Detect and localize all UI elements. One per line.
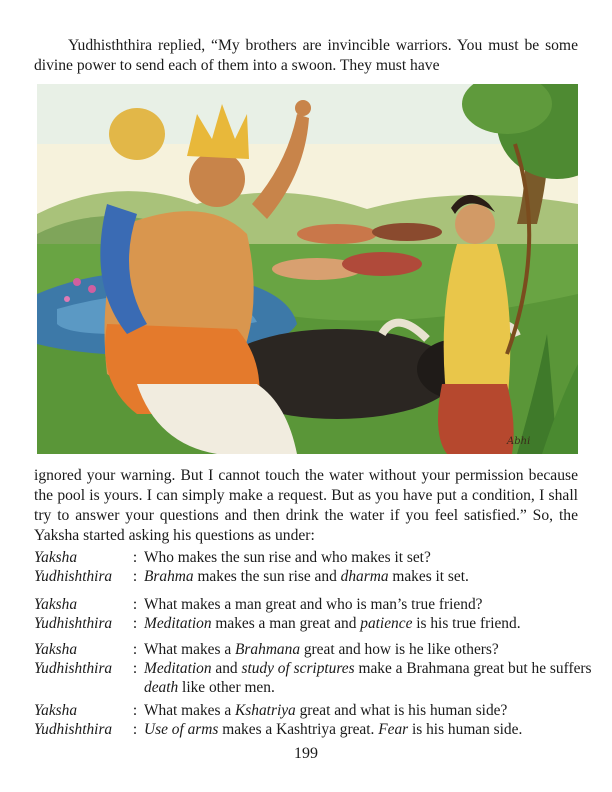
qa-block	[34, 548, 594, 586]
question-line	[34, 701, 594, 720]
question-line	[34, 548, 594, 567]
speaker-name: Yaksha	[34, 549, 78, 566]
answer-text: Meditation makes a man great and patience is his true friend.	[144, 615, 521, 632]
page-number: 199	[294, 745, 318, 762]
story-illustration	[37, 84, 578, 454]
separator: :	[132, 568, 138, 585]
speaker-name: Yudhishthira	[34, 615, 113, 632]
separator: :	[132, 615, 138, 632]
question-line	[34, 595, 594, 614]
qa-block	[34, 595, 594, 633]
separator: :	[132, 549, 138, 566]
question-line	[34, 640, 594, 659]
speaker-name: Yaksha	[34, 596, 78, 613]
answer-line	[34, 614, 594, 633]
answer-line	[34, 720, 594, 739]
illustration-art	[37, 84, 578, 454]
paragraph-middle: ignored your warning. But I cannot touch the water without your permission because the pool is yours. I can simply make a request. But as you have put a condition, I shall try to answer your questions and then drink the water if you feel satisfied.” So, the Yaksha started asking his questions as under:	[34, 467, 578, 544]
separator: :	[132, 702, 138, 719]
separator: :	[132, 596, 138, 613]
qa-block	[34, 640, 594, 697]
answer-text: Use of arms makes a Kashtriya great. Fear is his human side.	[144, 721, 523, 738]
separator: :	[132, 721, 138, 738]
answer-line	[34, 659, 594, 697]
speaker-name: Yudhishthira	[34, 721, 113, 738]
answer-text: Brahma makes the sun rise and dharma makes it set.	[144, 568, 469, 585]
speaker-name: Yaksha	[34, 641, 78, 658]
separator: :	[132, 660, 138, 677]
speaker-name: Yaksha	[34, 702, 78, 719]
qa-block	[34, 701, 594, 739]
speaker-name: Yudhishthira	[34, 568, 113, 585]
separator: :	[132, 641, 138, 658]
question-text: What makes a Kshatriya great and what is his human side?	[144, 702, 508, 719]
answer-text: Meditation and study of scriptures make a Brahmana great but he suffers death like other men.	[144, 660, 592, 696]
question-text: Who makes the sun rise and who makes it set?	[144, 549, 431, 566]
speaker-name: Yudhishthira	[34, 660, 113, 677]
paragraph-top: Yudhisththira replied, “My brothers are invincible warriors. You must be some divine power to send each of them into a swoon. They must have	[34, 37, 578, 74]
question-text: What makes a Brahmana great and how is he like others?	[144, 641, 499, 658]
artist-signature: Abhi	[507, 436, 531, 447]
answer-line	[34, 567, 594, 586]
question-text: What makes a man great and who is man’s true friend?	[144, 596, 483, 613]
